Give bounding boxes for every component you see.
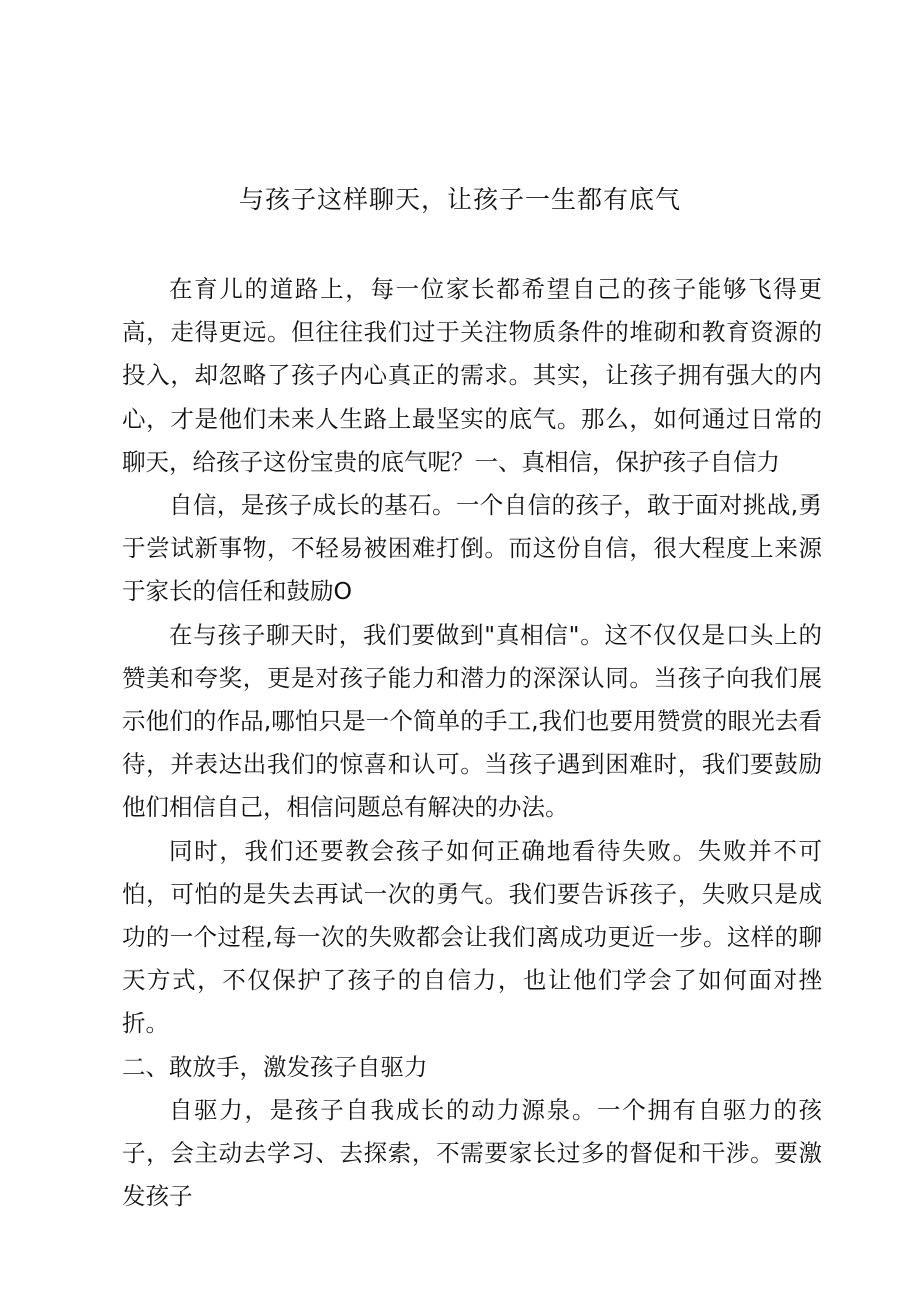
document-title: 与孩子这样聊天，让孩子一生都有底气 xyxy=(238,185,681,214)
paragraph-failure: 同时，我们还要教会孩子如何正确地看待失败。失败并不可怕，可怕的是失去再试一次的勇气。我们要告诉孩子，失败只是成功的一个过程,每一次的失败都会让我们离成功更近一步。这样的聊天方式，不仅保护了孩子的自信力，也让他们学会了如何面对挫折。 xyxy=(122,836,822,1038)
paragraph-intro: 在育儿的道路上，每一位家长都希望自己的孩子能够飞得更高，走得更远。但往往我们过于关注物质条件的堆砌和教育资源的投入，却忽略了孩子内心真正的需求。其实，让孩子拥有强大的内心，才是他们未来人生路上最坚实的底气。那么，如何通过日常的聊天，给孩子这份宝贵的底气呢？一、真相信，保护孩子自信力 xyxy=(122,275,822,476)
paragraph-self-drive: 自驱力，是孩子自我成长的动力源泉。一个拥有自驱力的孩子，会主动去学习、去探索，不需要家长过多的督促和干涉。要激发孩子 xyxy=(122,1095,822,1211)
paragraph-confidence: 自信，是孩子成长的基石。一个自信的孩子，敢于面对挑战,勇于尝试新事物，不轻易被困难打倒。而这份自信，很大程度上来源于家长的信任和鼓励O xyxy=(122,491,822,606)
section-heading-2: 二、敢放手，激发孩子自驱力 xyxy=(122,1052,428,1081)
document-body xyxy=(122,268,822,1218)
paragraph-true-belief: 在与孩子聊天时，我们要做到"真相信"。这不仅仅是口头上的赞美和夸奖，更是对孩子能力和潜力的深深认同。当孩子向我们展示他们的作品,哪怕只是一个简单的手工,我们也要用赞赏的眼光去看待，并表达出我们的惊喜和认可。当孩子遇到困难时，我们要鼓励他们相信自己，相信问题总有解决的办法。 xyxy=(122,620,822,822)
